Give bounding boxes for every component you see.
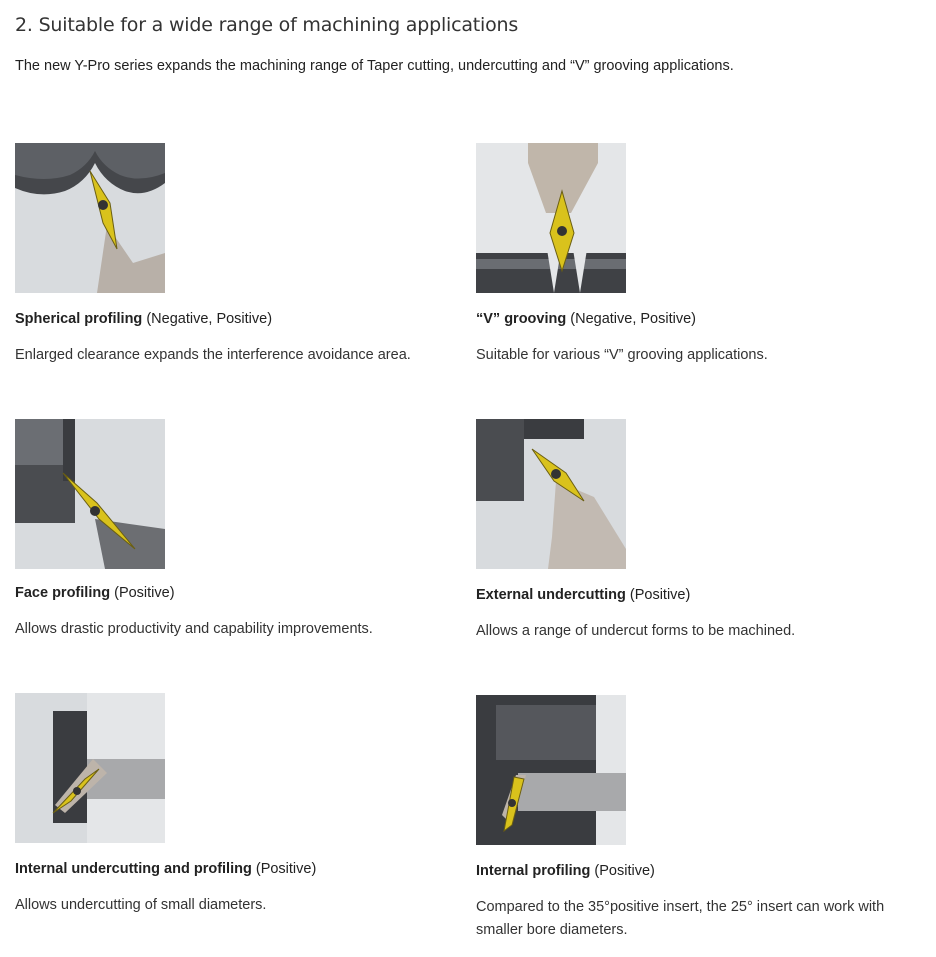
application-title (15, 859, 316, 879)
application-card-spherical-profiling (15, 143, 455, 383)
face-profiling-image (15, 419, 165, 569)
application-title (15, 583, 175, 603)
application-card-face-profiling (15, 419, 455, 659)
application-card-internal-undercutting-profiling (15, 693, 455, 933)
application-card-external-undercutting (476, 419, 916, 659)
application-name: External undercutting (476, 587, 626, 603)
application-title (476, 309, 696, 329)
application-title (476, 861, 655, 881)
application-description: Suitable for various “V” grooving applications. (476, 347, 768, 363)
application-modifier: (Negative, Positive) (146, 311, 273, 327)
internal-undercutting-image (15, 693, 165, 843)
application-card-internal-profiling (476, 695, 916, 945)
application-name: Internal profiling (476, 863, 591, 879)
application-modifier: (Positive) (255, 861, 317, 877)
application-description: Allows undercutting of small diameters. (15, 897, 267, 913)
application-description: Enlarged clearance expands the interference avoidance area. (15, 347, 411, 363)
application-name: Spherical profiling (15, 311, 143, 327)
spherical-profiling-image (15, 143, 165, 293)
external-undercutting-image (476, 419, 626, 569)
application-card-v-grooving (476, 143, 916, 383)
application-modifier: (Positive) (629, 587, 691, 603)
application-name: Internal undercutting and profiling (15, 861, 252, 877)
application-name: “V” grooving (476, 311, 567, 327)
application-name: Face profiling (15, 585, 111, 601)
internal-profiling-image (476, 695, 626, 845)
application-modifier: (Negative, Positive) (570, 311, 696, 327)
application-title (15, 309, 272, 329)
application-description: Allows drastic productivity and capability improvements. (15, 621, 373, 637)
application-description: Compared to the 35°positive insert, the 25° insert can work with smaller bore diameters. (476, 899, 885, 938)
application-title (476, 585, 690, 605)
application-description: Allows a range of undercut forms to be machined. (476, 623, 796, 639)
section-title: 2. Suitable for a wide range of machining applications (15, 14, 519, 36)
application-modifier: (Positive) (114, 585, 175, 601)
v-grooving-image (476, 143, 626, 293)
application-modifier: (Positive) (594, 863, 655, 879)
section-intro: The new Y-Pro series expands the machining range of Taper cutting, undercutting and “V” grooving applications. (15, 58, 734, 74)
